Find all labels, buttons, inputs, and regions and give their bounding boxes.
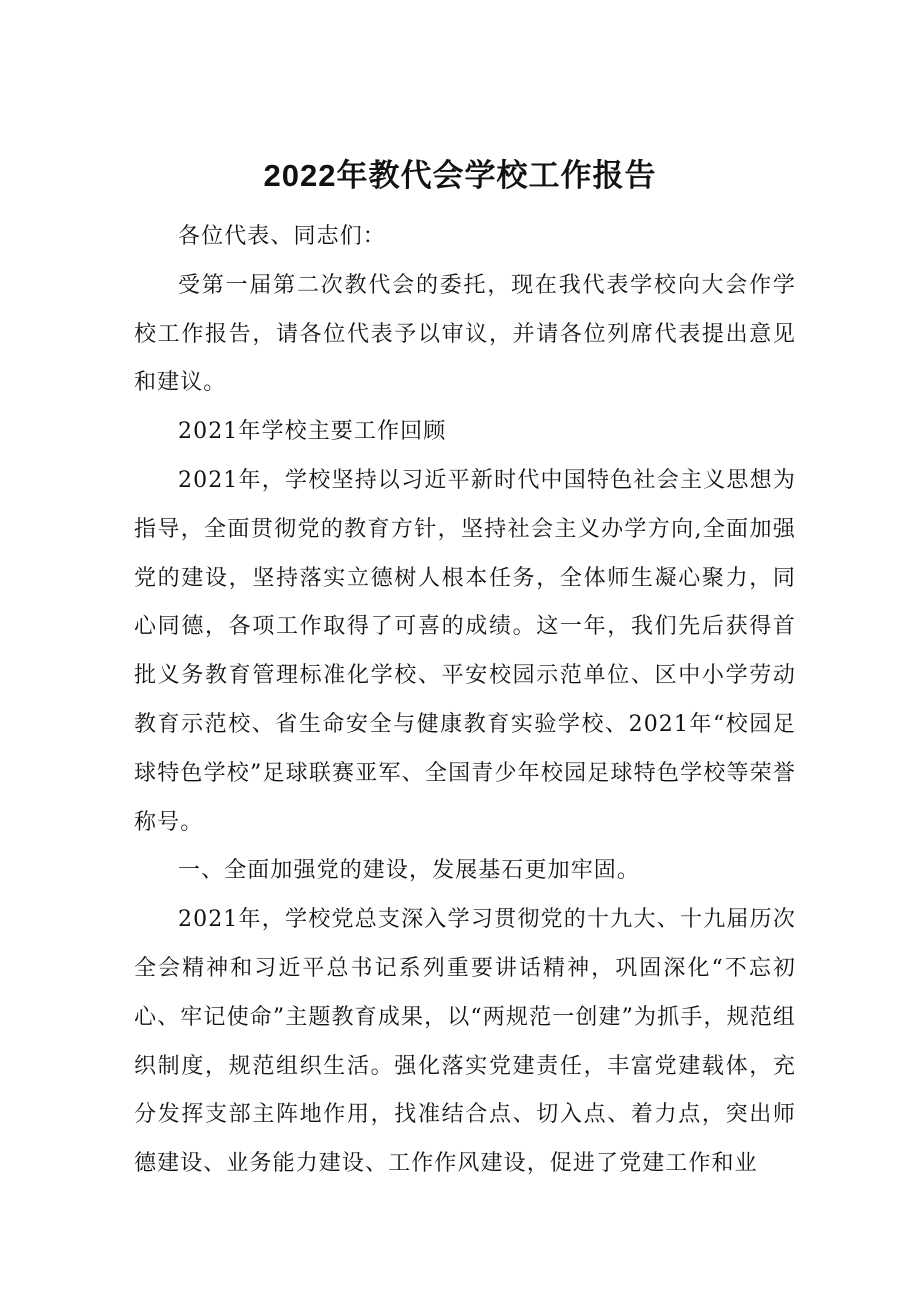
salutation-paragraph: 各位代表、同志们： bbox=[178, 224, 386, 249]
document-title: 2022年教代会学校工作报告 bbox=[263, 157, 657, 193]
party-building-paragraph: 2021年，学校党总支深入学习贯彻党的十九大、十九届历次全会精神和习近平总书记系列重要讲话精神，巩固深化“不忘初心、牢记使命”主题教育成果，以“两规范一创建”为抓手，规范组织制度，规范组织生活。强化落实党建责任，丰富党建载体，充分发挥支部主阵地作用，找准结合点、切入点、着力点，突出师德建设、业务能力建设、工作作风建设，促进了党建工作和业 bbox=[134, 907, 796, 1177]
review-paragraph: 2021年，学校坚持以习近平新时代中国特色社会主义思想为指导，全面贯彻党的教育方针，坚持社会主义办学方向,全面加强党的建设，坚持落实立德树人根本任务，全体师生凝心聚力，同心同德，各项工作取得了可喜的成绩。这一年，我们先后获得首批义务教育管理标准化学校、平安校园示范单位、区中小学劳动教育示范校、省生命安全与健康教育实验学校、2021年“校园足球特色学校”足球联赛亚军、全国青少年校园足球特色学校等荣誉称号。 bbox=[134, 467, 796, 835]
section-heading-party-building: 一、全面加强党的建设，发展基石更加牢固。 bbox=[178, 858, 641, 884]
section-heading-review: 2021年学校主要工作回顾 bbox=[178, 419, 447, 445]
intro-paragraph: 受第一届第二次教代会的委托，现在我代表学校向大会作学校工作报告，请各位代表予以审议，并请各位列席代表提出意见和建议。 bbox=[134, 272, 796, 396]
document-body bbox=[134, 213, 796, 1189]
